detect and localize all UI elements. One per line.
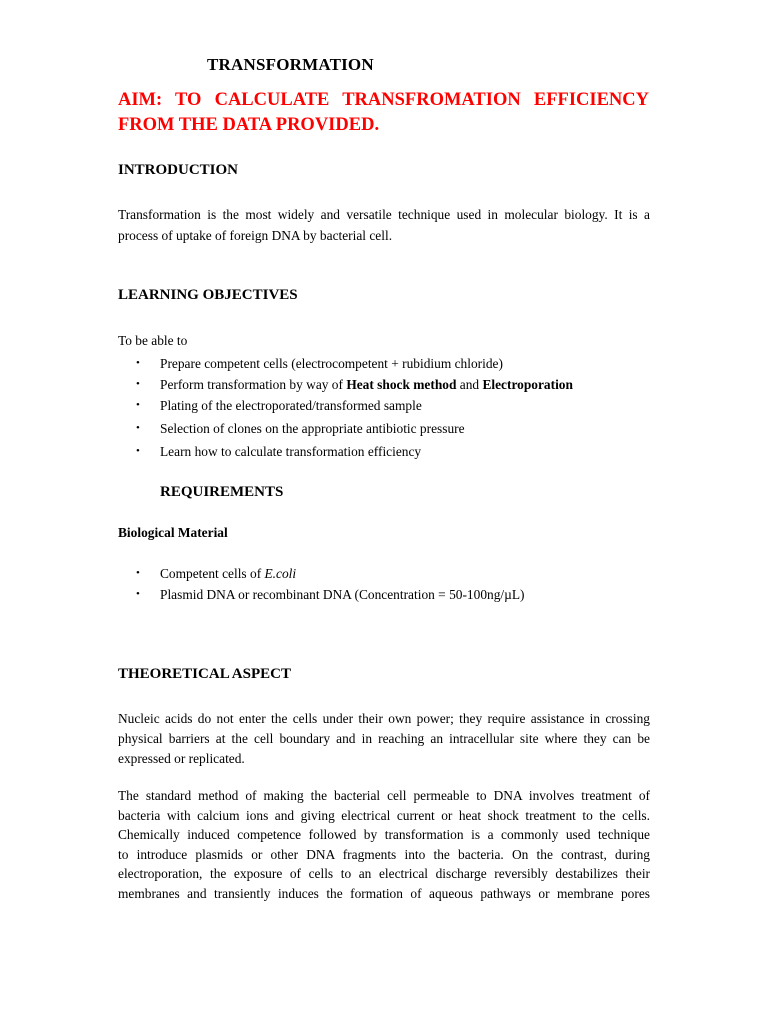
aim-line-2: FROM THE DATA PROVIDED. [118, 115, 380, 135]
requirements-heading: REQUIREMENTS [160, 484, 284, 500]
objectives-intro: To be able to [118, 333, 188, 348]
learning-objectives-heading: LEARNING OBJECTIVES [118, 287, 298, 303]
theory-paragraph-2: The standard method of making the bacterial cell permeable to DNA involves treatment of bacteria with calcium ions and giving electrical current or heat shock treatment to the cells. Chemically induced competence followed by transformation is a commonly used technique to introduce plasmids or other DNA fragments into the bacteria. On the contrast, during electroporation, the exposure of cells to an electrical discharge reversibly destabilizes their membranes and transiently induces the formation of aqueous pathways or membrane pores [118, 788, 650, 901]
bullet-icon: • [136, 422, 140, 434]
aim-statement [118, 88, 649, 138]
theoretical-aspect-heading: THEORETICAL ASPECT [118, 666, 291, 682]
bullet-icon: • [136, 588, 140, 600]
bullet-icon: • [136, 567, 140, 579]
aim-line-1: AIM: TO CALCULATE TRANSFROMATION EFFICIENCY [118, 90, 649, 110]
list-item: • Learn how to calculate transformation efficiency [118, 441, 573, 462]
list-item: • Perform transformation by way of Heat shock method and Electroporation [118, 374, 573, 395]
biological-material-subheading: Biological Material [118, 525, 228, 540]
document-title: TRANSFORMATION [207, 55, 374, 74]
theory-paragraph-1: Nucleic acids do not enter the cells under their own power; they require assistance in crossing physical barriers at the cell boundary and in reaching an intracellular site where they can be expressed or replicated. [118, 711, 650, 766]
objectives-list [118, 353, 573, 462]
bullet-icon: • [136, 399, 140, 411]
list-item: • Prepare competent cells (electrocompetent + rubidium chloride) [118, 353, 573, 374]
introduction-heading: INTRODUCTION [118, 162, 239, 178]
list-item: • Plasmid DNA or recombinant DNA (Concentration = 50-100ng/µL) [118, 584, 524, 605]
introduction-line-1: Transformation is the most widely and versatile technique used in molecular biology. It is a [118, 207, 650, 222]
list-item: • Plating of the electroporated/transformed sample [118, 395, 573, 416]
list-item: • Competent cells of E.coli [118, 563, 524, 584]
bullet-icon: • [136, 378, 140, 390]
list-item: • Selection of clones on the appropriate antibiotic pressure [118, 418, 573, 439]
introduction-paragraph [118, 205, 650, 246]
introduction-line-2: process of uptake of foreign DNA by bacterial cell. [118, 227, 393, 243]
bullet-icon: • [136, 445, 140, 457]
bullet-icon: • [136, 357, 140, 369]
requirements-list [118, 563, 524, 605]
